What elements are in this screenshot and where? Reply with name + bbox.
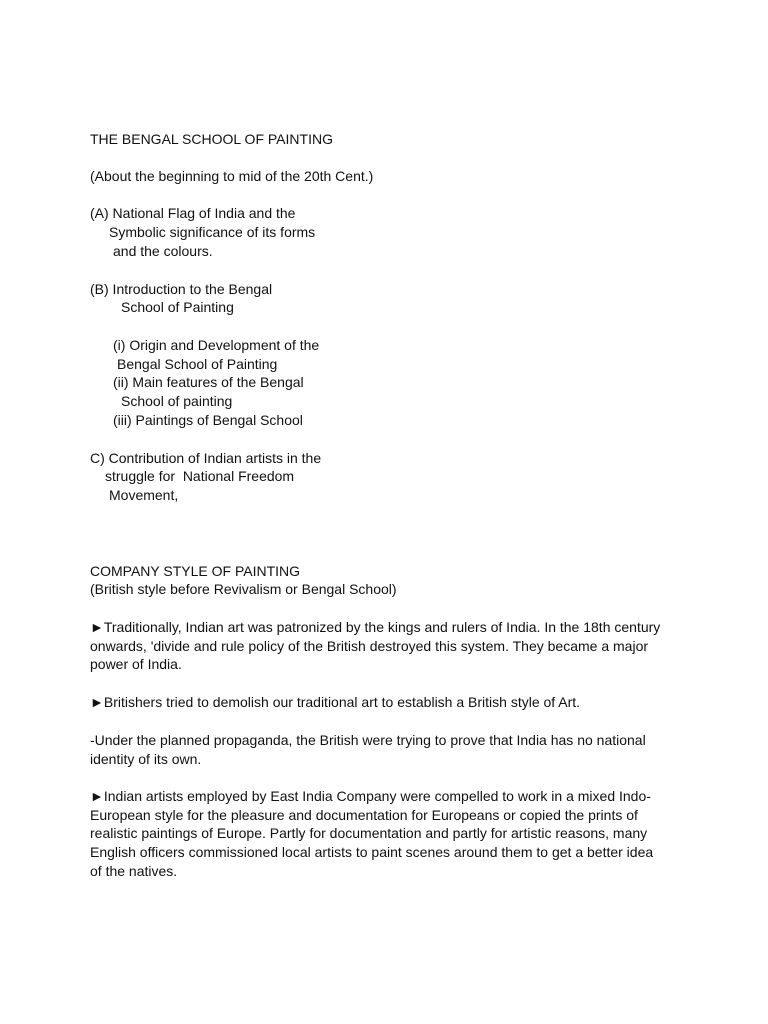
- section-c-line: struggle for National Freedom: [105, 468, 295, 484]
- section-title: COMPANY STYLE OF PAINTING: [90, 563, 301, 579]
- section-b-line: (B) Introduction to the Bengal: [90, 281, 273, 297]
- subsection-line: (ii) Main features of the Bengal: [113, 374, 304, 390]
- subsection-line: School of painting: [121, 393, 233, 409]
- page-subtitle: (About the beginning to mid of the 20th Cent.): [90, 168, 374, 184]
- body-paragraph: -Under the planned propaganda, the British were trying to prove that India has no national identity of its own.: [90, 732, 646, 767]
- subsection-line: (iii) Paintings of Bengal School: [113, 412, 303, 428]
- section-c-line: Movement,: [109, 487, 179, 503]
- page-title: THE BENGAL SCHOOL OF PAINTING: [90, 131, 333, 147]
- section-c-line: C) Contribution of Indian artists in the: [90, 450, 322, 466]
- section-subtitle: (British style before Revivalism or Bengal School): [90, 581, 397, 597]
- body-paragraph: ►Traditionally, Indian art was patronized by the kings and rulers of India. In the 18th century onwards, 'divide and rule policy of the British destroyed this system. They became a major power of India.: [90, 619, 661, 673]
- section-a-line: Symbolic significance of its forms: [109, 224, 316, 240]
- subsection-line: Bengal School of Painting: [117, 356, 278, 372]
- section-a-line: (A) National Flag of India and the: [90, 205, 296, 221]
- body-paragraph: ►Indian artists employed by East India Company were compelled to work in a mixed Indo-European style for the pleasure and documentation for Europeans or copied the prints of realistic paintings of Europe. Partly for documentation and partly for artistic reasons, many English officers commissioned local artists to paint scenes around them to get a better idea of the natives.: [90, 788, 654, 879]
- section-a-line: and the colours.: [113, 243, 213, 259]
- subsection-line: (i) Origin and Development of the: [113, 337, 320, 353]
- body-paragraph: ►Britishers tried to demolish our traditional art to establish a British style of Art.: [90, 694, 581, 710]
- section-b-line: School of Painting: [121, 299, 234, 315]
